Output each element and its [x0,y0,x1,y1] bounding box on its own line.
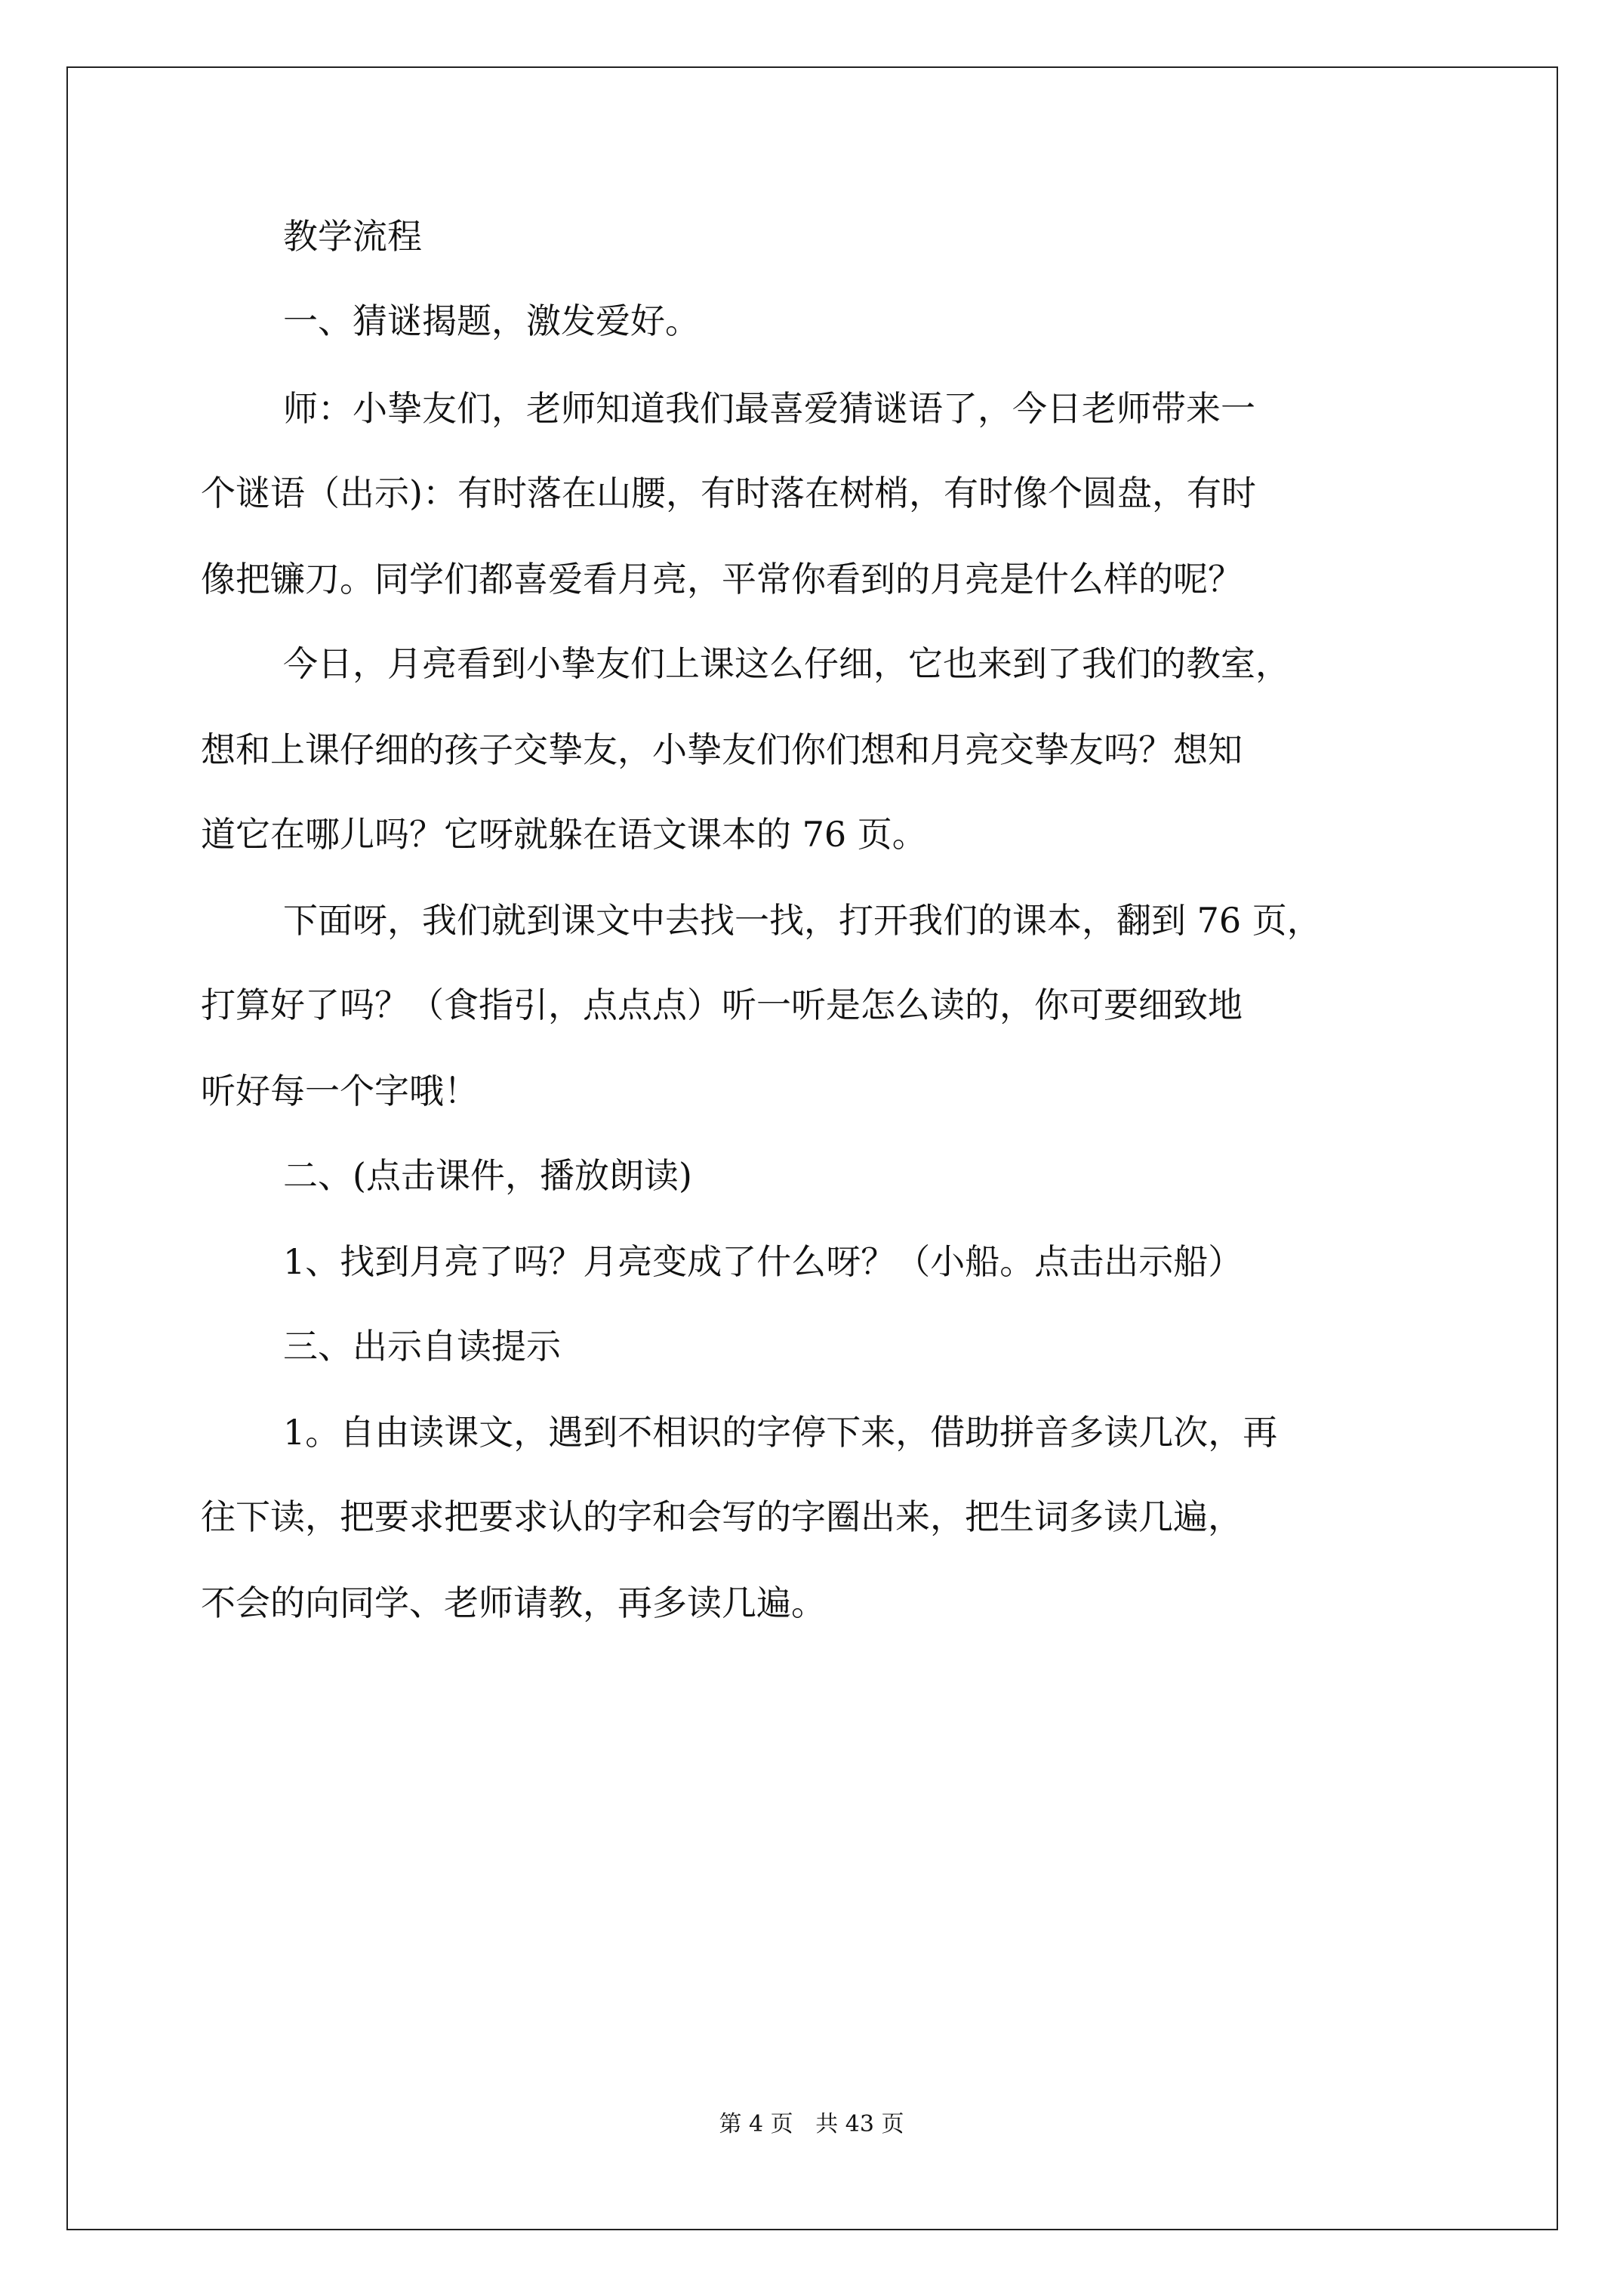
paragraph-line: 1、找到月亮了吗？月亮变成了什么呀？（小船。点击出示船） [283,1241,1243,1282]
paragraph-line: 打算好了吗？（食指引，点点点）听一听是怎么读的，你可要细致地 [201,985,1243,1025]
section-heading-1: 一、猜谜揭题，激发爱好。 [283,300,700,341]
paragraph-line: 像把镰刀。同学们都喜爱看月亮，平常你看到的月亮是什么样的呢？ [201,559,1243,599]
total-pages: 共 43 页 [815,2111,904,2137]
paragraph-line: 道它在哪儿吗？它呀就躲在语文课本的 76 页。 [201,814,927,855]
paragraph-line: 听好每一个字哦！ [201,1071,479,1111]
paragraph-line: 往下读，把要求把要求认的字和会写的字圈出来，把生词多读几遍， [201,1496,1243,1537]
page-footer [0,2105,1623,2138]
section-heading-3: 三、出示自读提示 [283,1326,561,1367]
paragraph-line: 师：小挚友们，老师知道我们最喜爱猜谜语了，今日老师带来一 [283,388,1255,429]
page-number: 第 4 页 [719,2111,793,2137]
heading-teaching-process: 教学流程 [283,216,422,257]
paragraph-line: 1。自由读课文，遇到不相识的字停下来，借助拼音多读几次，再 [283,1412,1278,1453]
paragraph-line: 想和上课仔细的孩子交挚友，小挚友们你们想和月亮交挚友吗？想知 [201,729,1243,770]
paragraph-line: 下面呀，我们就到课文中去找一找，打开我们的课本，翻到 76 页， [283,900,1322,941]
paragraph-line: 个谜语（出示)：有时落在山腰，有时落在树梢，有时像个圆盘，有时 [201,473,1256,513]
paragraph-line: 不会的向同学、老师请教，再多读几遍。 [201,1583,826,1623]
paragraph-line: 今日，月亮看到小挚友们上课这么仔细，它也来到了我们的教室， [283,643,1290,684]
section-heading-2: 二、(点击课件，播放朗读) [283,1155,692,1196]
